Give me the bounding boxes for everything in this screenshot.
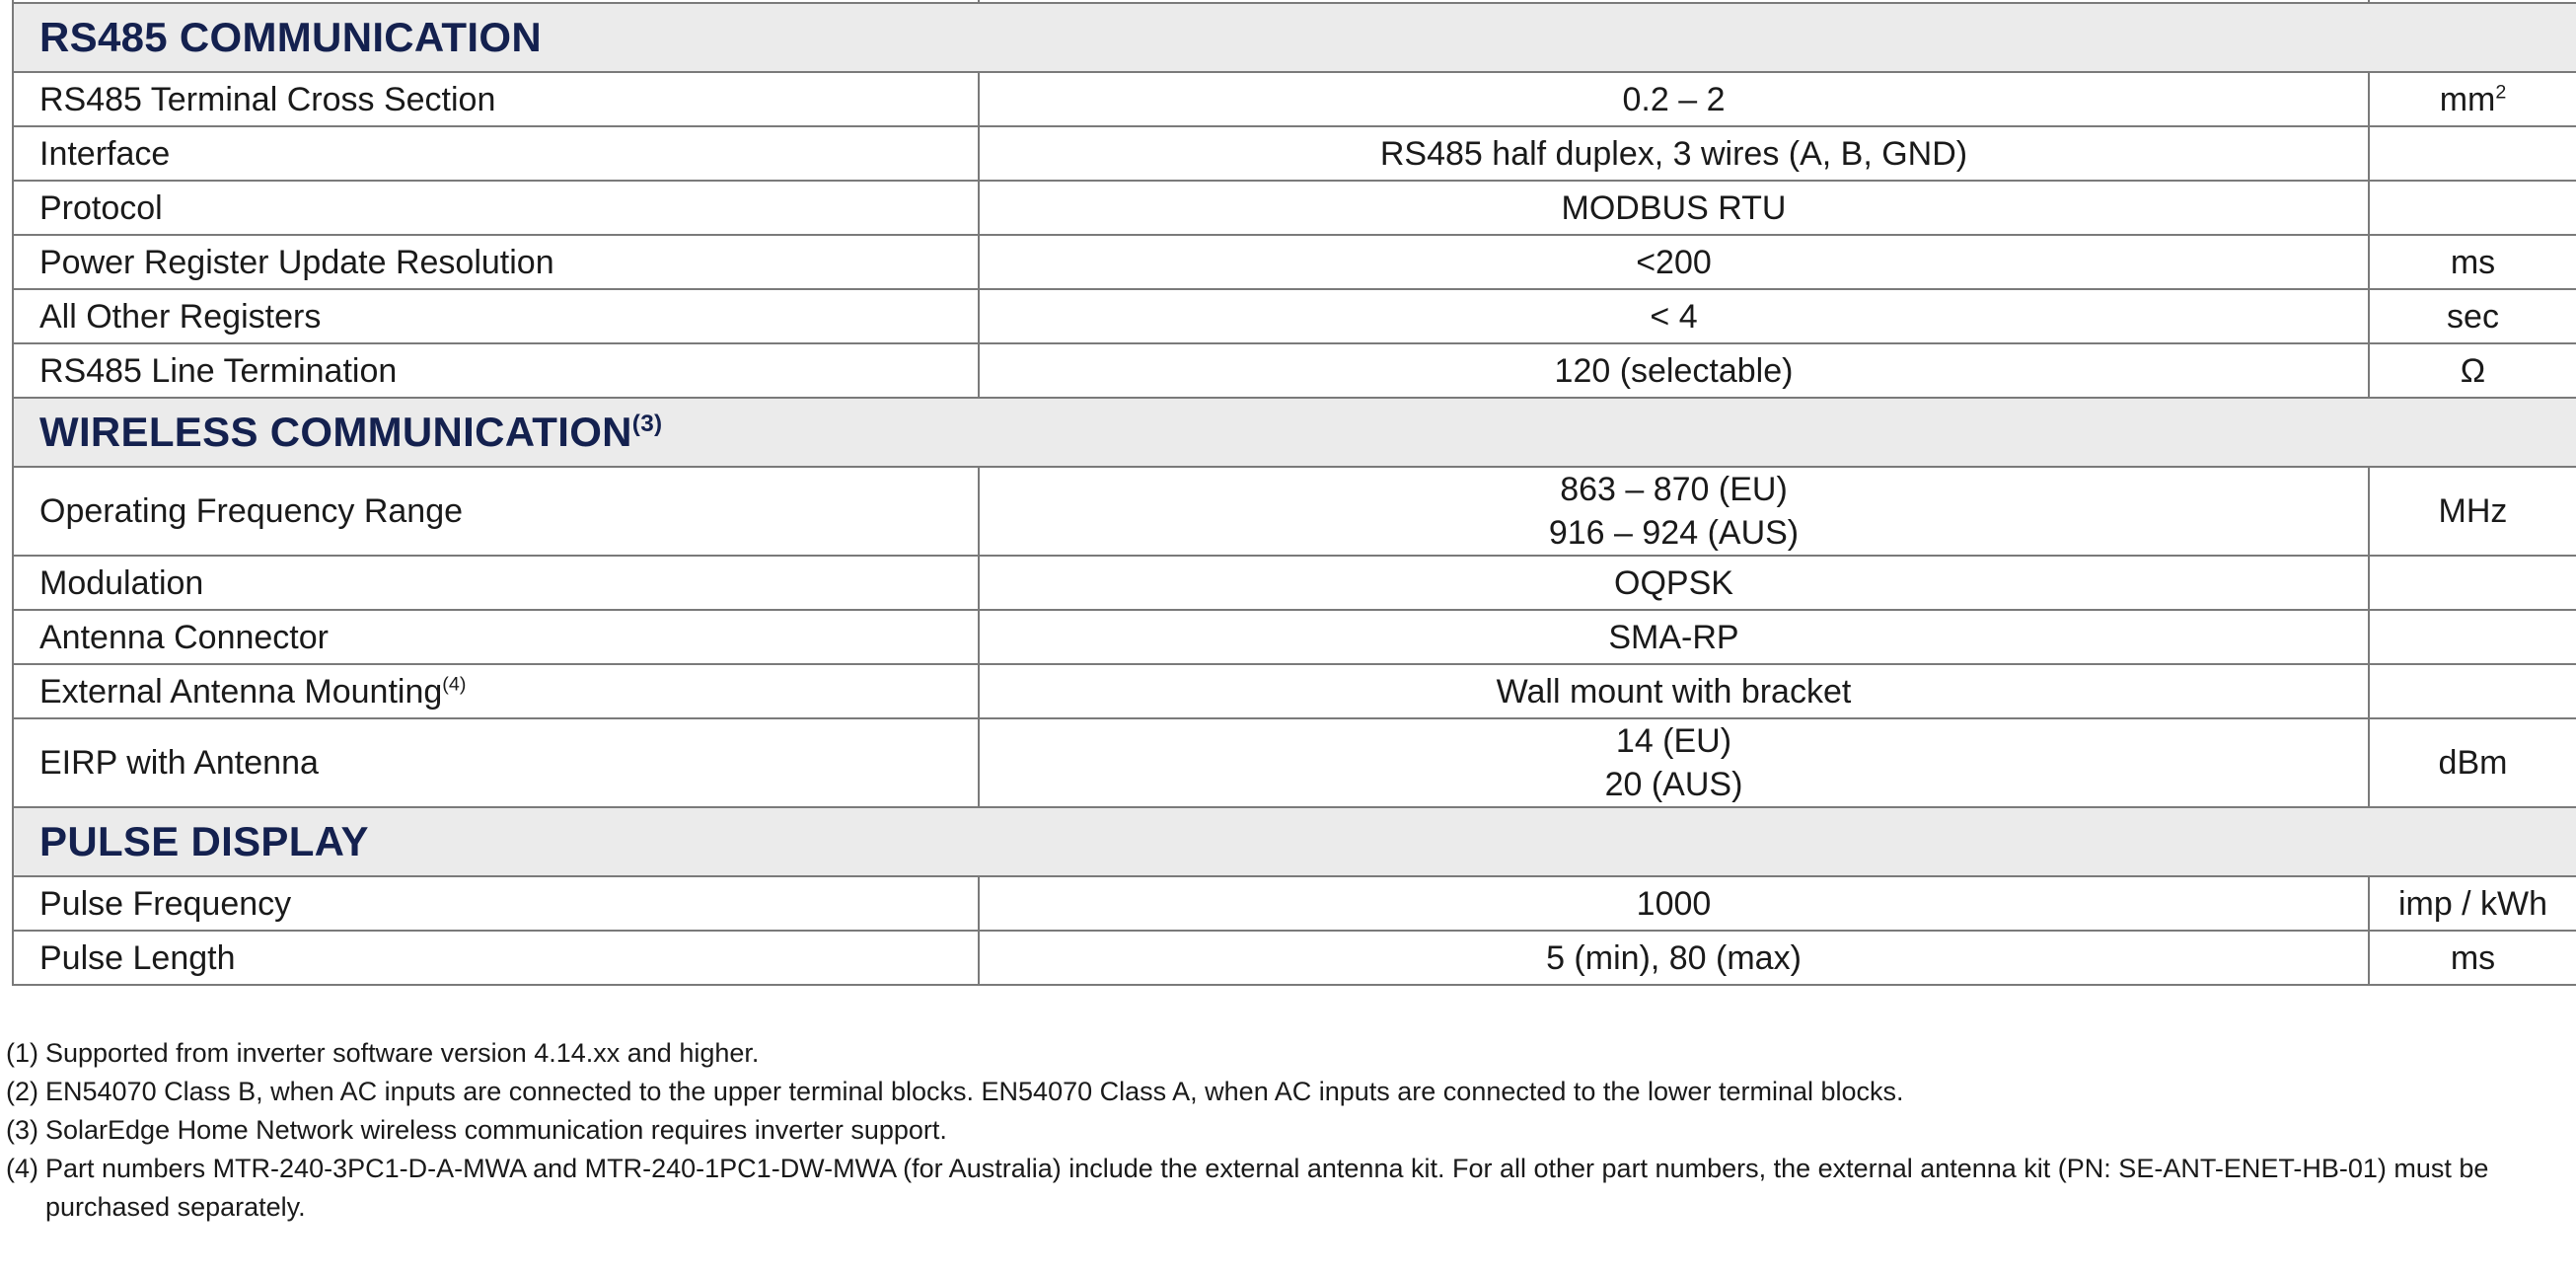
- spec-label-cell: [13, 343, 979, 398]
- spec-value-cell: [979, 718, 2369, 807]
- spec-value-cell: [979, 343, 2369, 398]
- spec-value: RS485 half duplex, 3 wires (A, B, GND): [1379, 134, 1968, 173]
- spec-unit-cell: [2369, 181, 2576, 235]
- spec-label: Power Register Update Resolution: [39, 243, 554, 281]
- footnote-text: Supported from inverter software version 4.14.xx and higher.: [45, 1038, 760, 1068]
- spec-label: Antenna Connector: [39, 618, 329, 656]
- table-row: [13, 718, 2576, 807]
- table-row: [13, 126, 2576, 181]
- table-row: [13, 235, 2576, 289]
- table-row: [13, 72, 2576, 126]
- spec-value-cell: [979, 876, 2369, 931]
- spec-unit: MHz: [2438, 492, 2508, 530]
- spec-label: RS485 Line Termination: [39, 351, 398, 390]
- footnote-number: (2): [6, 1077, 38, 1106]
- section-title-text: RS485 COMMUNICATION: [39, 14, 542, 60]
- spec-value: <200: [1636, 243, 1712, 281]
- footnotes: [6, 1034, 2561, 1227]
- table-row: [13, 610, 2576, 664]
- table-row: [13, 876, 2576, 931]
- spec-label-cell: [13, 664, 979, 718]
- spec-value: 863 – 870 (EU): [1560, 471, 1788, 508]
- spec-unit-cell: [2369, 556, 2576, 610]
- spec-label-cell: [13, 876, 979, 931]
- spec-label-cell: [13, 126, 979, 181]
- spec-label-cell: [13, 289, 979, 343]
- spec-label-cell: [13, 181, 979, 235]
- spec-unit-cell: [2369, 72, 2576, 126]
- spec-label: Modulation: [39, 563, 204, 602]
- spec-label-cell: [13, 718, 979, 807]
- spec-value: 14 (EU): [1615, 722, 1732, 760]
- spec-unit-cell: [2369, 876, 2576, 931]
- spec-value-cell: [979, 467, 2369, 556]
- section-header-row: [13, 807, 2576, 876]
- spec-label-cell: [13, 235, 979, 289]
- spec-value: SMA-RP: [1608, 618, 1739, 656]
- section-title-text: PULSE DISPLAY: [39, 818, 369, 864]
- footnote-text: SolarEdge Home Network wireless communication requires inverter support.: [45, 1115, 947, 1145]
- table-row: [13, 181, 2576, 235]
- spec-value-cell: [979, 235, 2369, 289]
- spec-value-cell: [979, 664, 2369, 718]
- spec-value-cell: [979, 72, 2369, 126]
- table-row: [13, 467, 2576, 556]
- spec-label-cell: [13, 556, 979, 610]
- spec-value: 0.2 – 2: [1622, 80, 1726, 118]
- spec-value: MODBUS RTU: [1561, 188, 1787, 227]
- footnote-text: Part numbers MTR-240-3PC1-D-A-MWA and MTR-240-1PC1-DW-MWA (for Australia) include the external antenna kit. For all other part numbers, the external antenna kit (PN: SE-ANT-ENET-HB-01) must be purchased separately.: [45, 1154, 2489, 1222]
- spec-unit-cell: [2369, 343, 2576, 398]
- spec-label: External Antenna Mounting: [39, 672, 443, 711]
- footnote: [6, 1034, 2561, 1073]
- specifications-table-body: [13, 0, 2576, 985]
- unit-superscript: 2: [2495, 81, 2507, 104]
- footnote-number: (3): [6, 1115, 38, 1145]
- spec-unit-cell: [2369, 289, 2576, 343]
- footnote-text: EN54070 Class B, when AC inputs are connected to the upper terminal blocks. EN54070 Class A, when AC inputs are connected to the lower terminal blocks.: [45, 1077, 1904, 1106]
- spec-unit-cell: [2369, 235, 2576, 289]
- footnote-number: (1): [6, 1038, 38, 1068]
- spec-value: 916 – 924 (AUS): [1548, 514, 1800, 552]
- table-row: [13, 289, 2576, 343]
- footnote: [6, 1073, 2561, 1111]
- section-footnote-ref: (3): [631, 411, 663, 437]
- spec-unit-cell: [2369, 610, 2576, 664]
- spec-label: All Other Registers: [39, 297, 322, 336]
- spec-label: Interface: [39, 134, 171, 173]
- spec-label-cell: [13, 610, 979, 664]
- spec-label: Operating Frequency Range: [39, 492, 464, 530]
- spec-value: 5 (min), 80 (max): [1546, 938, 1802, 977]
- spec-label: RS485 Terminal Cross Section: [39, 80, 496, 118]
- section-header-row: [13, 398, 2576, 467]
- spec-unit: sec: [2447, 297, 2499, 336]
- section-title: [13, 398, 2576, 467]
- footnote-number: (4): [6, 1154, 38, 1183]
- spec-value: Wall mount with bracket: [1496, 672, 1852, 711]
- spec-unit: ms: [2450, 938, 2496, 977]
- spec-label: Pulse Length: [39, 938, 236, 977]
- spec-label-cell: [13, 72, 979, 126]
- spec-label-cell: [13, 467, 979, 556]
- spec-label: Protocol: [39, 188, 163, 227]
- spec-value-cell: [979, 556, 2369, 610]
- spec-unit: Ω: [2460, 351, 2486, 390]
- spec-unit-cell: [2369, 664, 2576, 718]
- spec-value-cell: [979, 289, 2369, 343]
- spec-unit-cell: [2369, 467, 2576, 556]
- footnote: [6, 1150, 2561, 1227]
- spec-value-cell: [979, 931, 2369, 985]
- section-title-text: WIRELESS COMMUNICATION: [39, 409, 632, 455]
- spec-value-cell: [979, 181, 2369, 235]
- spec-value-cell: [979, 126, 2369, 181]
- footnote: [6, 1111, 2561, 1150]
- spec-label: EIRP with Antenna: [39, 744, 319, 782]
- spec-unit-cell: [2369, 931, 2576, 985]
- spec-value: OQPSK: [1614, 563, 1733, 602]
- spec-value: < 4: [1650, 297, 1698, 336]
- spec-unit-cell: [2369, 718, 2576, 807]
- spec-unit: imp / kWh: [2397, 884, 2548, 923]
- spec-label-cell: [13, 931, 979, 985]
- section-title: [13, 807, 2576, 876]
- spec-value: 20 (AUS): [1604, 766, 1743, 803]
- table-row: [13, 664, 2576, 718]
- section-header-row: [13, 3, 2576, 72]
- label-footnote-ref: (4): [442, 673, 467, 696]
- spec-value-cell: [979, 610, 2369, 664]
- spec-unit: mm: [2439, 80, 2496, 118]
- spec-label: Pulse Frequency: [39, 884, 292, 923]
- spec-value: 1000: [1636, 884, 1712, 923]
- table-row: [13, 931, 2576, 985]
- spec-unit: dBm: [2438, 744, 2508, 782]
- spec-unit: ms: [2450, 243, 2496, 281]
- table-row: [13, 556, 2576, 610]
- table-row: [13, 343, 2576, 398]
- specifications-table: [12, 0, 2576, 986]
- section-title: [13, 3, 2576, 72]
- spec-unit-cell: [2369, 126, 2576, 181]
- spec-value: 120 (selectable): [1554, 351, 1794, 390]
